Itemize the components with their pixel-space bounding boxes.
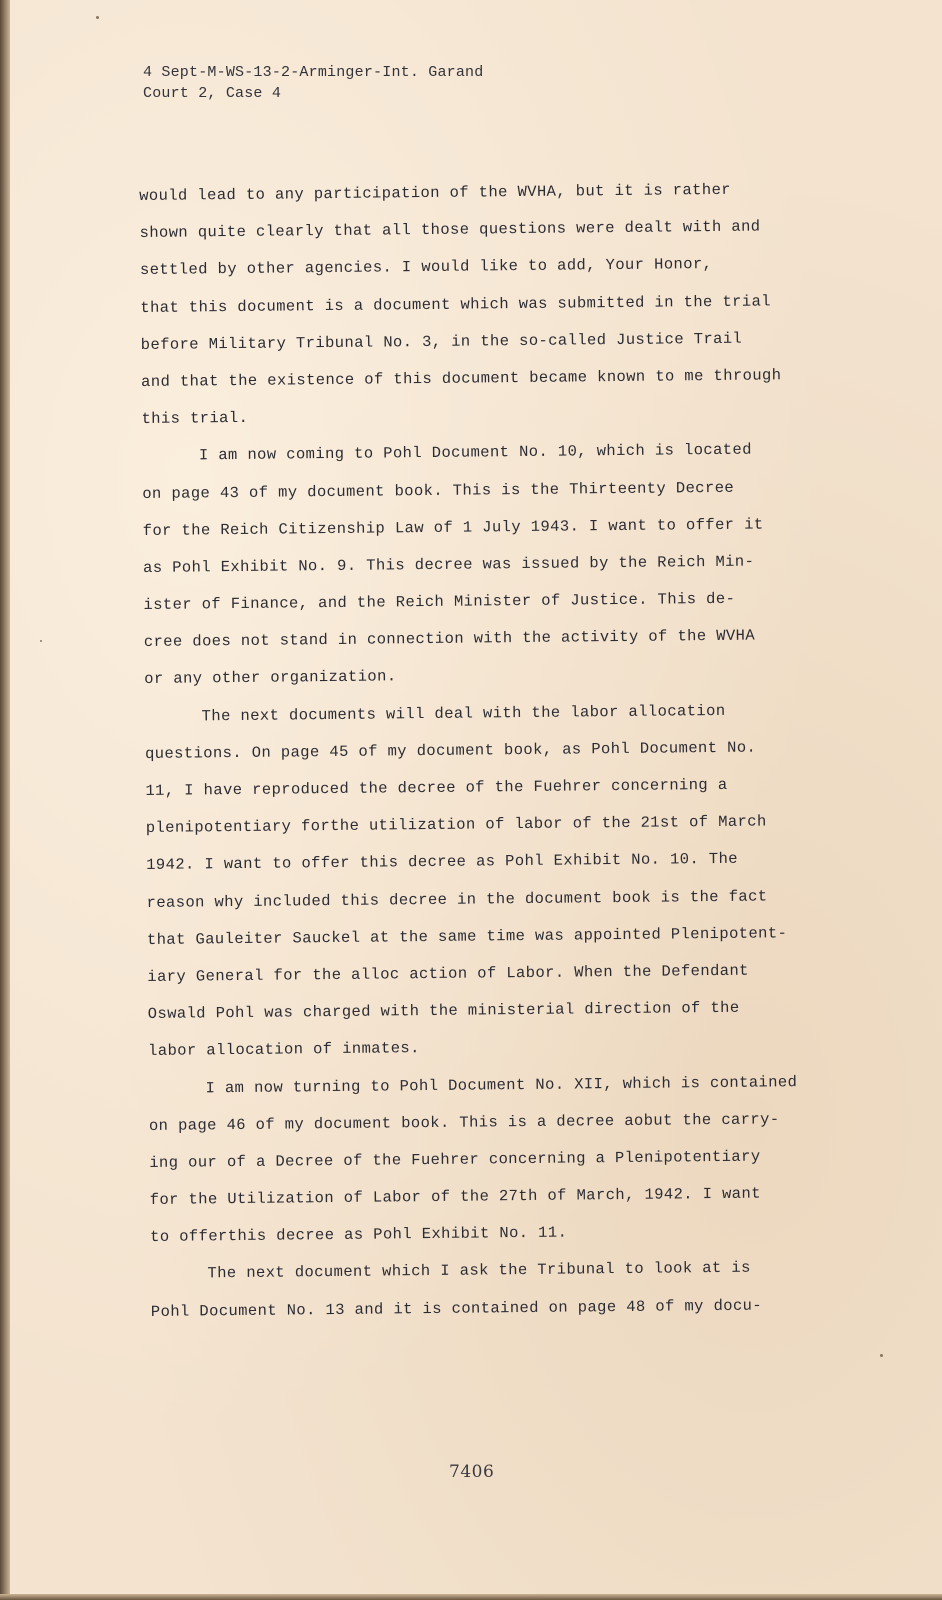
text-line: as Pohl Exhibit No. 9. This decree was issued by the Reich Min-: [142, 552, 755, 577]
text-line: settled by other agencies. I would like to add, Your Honor,: [139, 255, 713, 280]
text-line: and that the existence of this document became known to me through: [141, 366, 782, 391]
text-line: shown quite clearly that all those questions were dealt with and: [139, 217, 761, 243]
paper-speck: [880, 1354, 883, 1357]
text-line: for the Reich Citizenship Law of 1 July 1943. I want to offer it: [142, 515, 764, 540]
paragraph-5: [150, 1249, 851, 1331]
text-line: or any other organization.: [144, 667, 397, 689]
page-edge-shadow: [0, 0, 10, 1600]
paper-speck: [40, 640, 42, 642]
text-line: ister of Finance, and the Reich Minister of Justice. This de-: [143, 589, 736, 615]
text-line: before Military Tribunal No. 3, in the so-called Justice Trail: [140, 329, 743, 354]
text-line: plenipotentiary forthe utilization of labor of the 21st of March: [145, 812, 767, 838]
text-line: 1942. I want to offer this decree as Pohl Exhibit No. 10. The: [146, 850, 739, 875]
transcript-body: [139, 171, 851, 1331]
text-line: 11, I have reproduced the decree of the Fuehrer concerning a: [145, 775, 728, 800]
text-line: Pohl Document No. 13 and it is contained on page 48 of my docu-: [150, 1296, 763, 1321]
text-line: this trial.: [141, 408, 249, 429]
page-number: 7406: [449, 1462, 495, 1482]
text-line: I am now turning to Pohl Document No. XII, which is contained: [205, 1072, 798, 1097]
text-line: Oswald Pohl was charged with the ministerial direction of the: [147, 998, 740, 1024]
text-line: on page 46 of my document book. This is a decree aobut the carry-: [148, 1110, 780, 1135]
page-bottom-edge: [0, 1594, 942, 1600]
paragraph-3: [144, 691, 848, 1070]
header-line-1: 4 Sept-M-WS-13-2-Arminger-Int. Garand: [143, 64, 484, 81]
paper-speck: [96, 16, 99, 19]
text-line: on page 43 of my document book. This is the Thirteenty Decree: [142, 478, 735, 503]
text-line: reason why included this decree in the document book is the fact: [146, 887, 768, 912]
paragraph-1: [139, 171, 842, 439]
text-line: questions. On page 45 of my document book, as Pohl Document No.: [144, 738, 757, 763]
text-line: ing our of a Decree of the Fuehrer concerning a Plenipotentiary: [149, 1147, 761, 1172]
text-line: The next document which I ask the Tribunal to look at is: [207, 1259, 751, 1283]
text-line: The next documents will deal with the labor allocation: [201, 701, 726, 725]
text-line: iary General for the alloc action of Labor. When the Defendant: [147, 961, 749, 986]
text-line: labor allocation of inmates.: [148, 1039, 420, 1061]
paragraph-4: [148, 1063, 850, 1256]
paragraph-2: [142, 431, 845, 699]
text-line: that Gauleiter Sauckel at the same time was appointed Plenipotent-: [146, 924, 788, 949]
document-header: [143, 62, 483, 104]
text-line: that this document is a document which was submitted in the trial: [140, 291, 772, 317]
header-line-2: Court 2, Case 4: [143, 85, 282, 102]
text-line: for the Utilization of Labor of the 27th of March, 1942. I want: [149, 1184, 761, 1210]
text-line: cree does not stand in connection with the activity of the WVHA: [143, 626, 756, 652]
text-line: would lead to any participation of the WVHA, but it is rather: [139, 180, 732, 205]
text-line: I am now coming to Pohl Document No. 10, which is located: [198, 440, 752, 465]
text-line: to offerthis decree as Pohl Exhibit No. 11.: [149, 1223, 568, 1247]
